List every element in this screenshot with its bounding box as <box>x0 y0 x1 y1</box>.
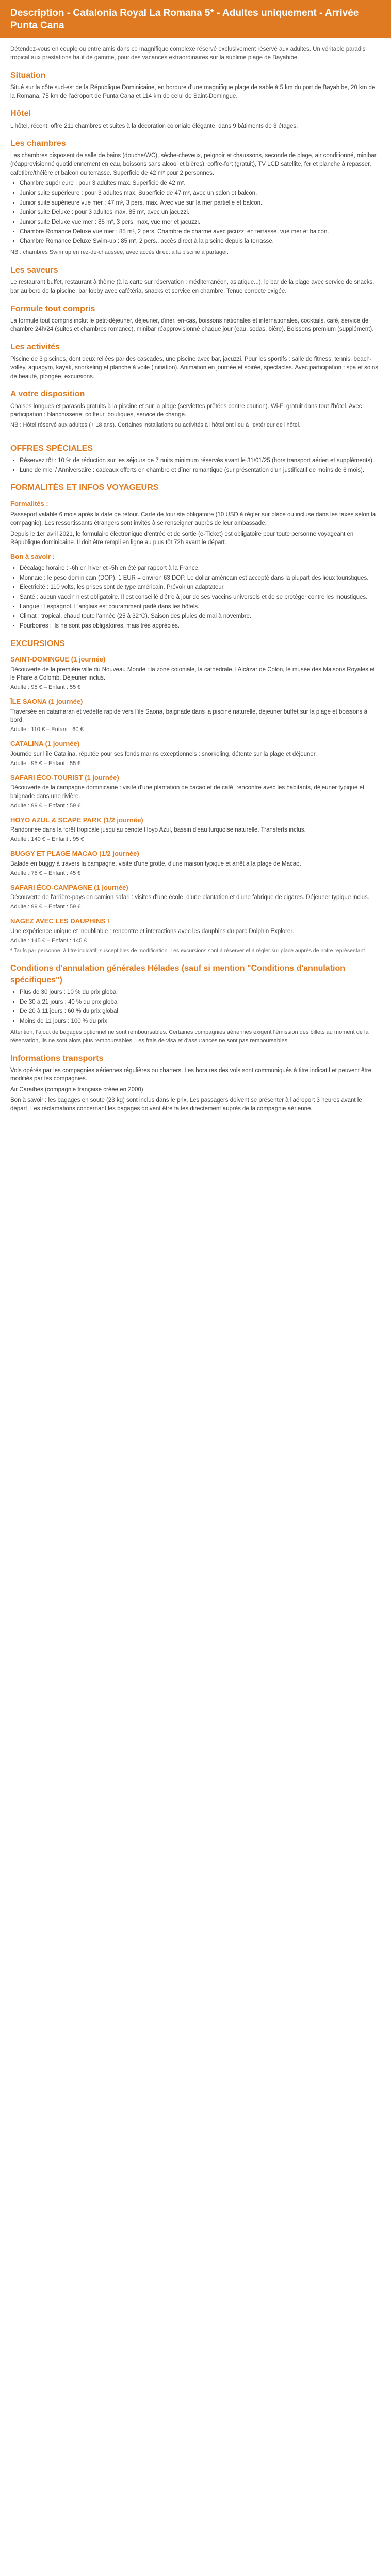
list-item: • Climat : tropical, chaud toute l'année (25 à 32°C). Saison des pluies de mai à novembre. <box>20 612 381 621</box>
excursion-text: Une expérience unique et inoubliable : rencontre et interactions avec les dauphins du parc Dolphin Explorer. <box>10 928 294 935</box>
page-banner <box>0 0 391 38</box>
rooms-list <box>10 179 381 246</box>
list-item: • Réservez tôt : 10 % de réduction sur les séjours de 7 nuits minimum réservés avant le 31/01/25 (hors transport aérien et suppléments). <box>20 456 381 465</box>
list-item: • Junior suite supérieure vue mer : 47 m², 3 pers. max. Avec vue sur la mer partielle et balcon. <box>20 199 381 208</box>
activities-heading: Les activités <box>10 343 60 352</box>
list-item: • Chambre supérieure : pour 3 adultes max. Superficie de 42 m². <box>20 179 381 188</box>
cancellation-list <box>10 988 381 1026</box>
rooms-heading: Les chambres <box>10 139 66 148</box>
amenities-heading: A votre disposition <box>10 389 85 399</box>
list-item: • Lune de miel / Anniversaire : cadeaux offerts en chambre et dîner romantique (sur présentation d'un justificatif de moins de 6 mois). <box>20 466 381 475</box>
excursion-price: Adulte : 95 € – Enfant : 55 € <box>10 684 81 690</box>
excursion-price: Adulte : 95 € – Enfant : 55 € <box>10 760 81 767</box>
list-item: • Décalage horaire : -6h en hiver et -5h en été par rapport à la France. <box>20 564 381 573</box>
list-item: • De 30 à 21 jours : 40 % du prix global <box>20 998 381 1007</box>
all-inclusive-text: La formule tout compris inclut le petit-déjeuner, déjeuner, dîner, en-cas, boissons nationales et internationales, cocktails, café, service de chambre 24h/24 (suites et chambres romance), minibar réapprovisionné chaque jour (eau, sodas, bière). Boissons premium (supplément). <box>10 317 374 333</box>
list-item: • Santé : aucun vaccin n'est obligatoire. Il est conseillé d'être à jour de ses vaccins universels et de se protéger contre les moustiques. <box>20 593 381 602</box>
list-item: • Électricité : 110 volts, les prises sont de type américain. Prévoir un adaptateur. <box>20 583 381 592</box>
excursion-text: Balade en buggy à travers la campagne, visite d'une grotte, d'une maison typique et arrêt à la plage de Macao. <box>10 860 301 867</box>
excursion-title: SAFARI ÉCO-CAMPAGNE (1 journée) <box>10 883 128 891</box>
list-item: • Junior suite Deluxe vue mer : 85 m², 3 pers. max, vue mer et jacuzzi. <box>20 218 381 227</box>
excursion-text: Découverte de la campagne dominicaine : visite d'une plantation de cacao et de café, rencontre avec les habitants, déjeuner typique et baignade dans une rivière. <box>10 785 365 800</box>
list-item: • Junior suite supérieure : pour 3 adultes max. Superficie de 47 m², avec un salon et balcon. <box>20 189 381 198</box>
excursion-title: NAGEZ AVEC LES DAUPHINS ! <box>10 917 110 925</box>
formalities-heading: FORMALITÉS ET INFOS VOYAGEURS <box>10 483 159 493</box>
excursion-item <box>10 849 381 877</box>
excursion-item <box>10 816 381 844</box>
offers-heading: OFFRES SPÉCIALES <box>10 444 93 453</box>
excursion-title: ÎLE SAONA (1 journée) <box>10 697 83 705</box>
transport-text-3: Bon à savoir : les bagages en soute (23 kg) sont inclus dans le prix. Les passagers doivent se présenter à l'aéroport 3 heures avant le départ. Les réclamations concernant les bagages doivent être faites directement auprès de la compagnie aérienne. <box>10 1097 362 1112</box>
list-item: • Pourboires : ils ne sont pas obligatoires, mais très appréciés. <box>20 622 381 631</box>
all-inclusive-heading: Formule tout compris <box>10 304 95 313</box>
adults-note: NB : Hôtel réservé aux adultes (+ 18 ans). Certaines installations ou activités à l'hôtel ont lieu à l'extérieur de l'hôtel. <box>10 421 301 428</box>
excursion-title: BUGGY ET PLAGE MACAO (1/2 journée) <box>10 850 139 858</box>
hotel-heading: Hôtel <box>10 109 31 118</box>
excursion-text: Randonnée dans la forêt tropicale jusqu'au cénote Hoyo Azul, bassin d'eau turquoise naturelle. Transferts inclus. <box>10 827 306 834</box>
excursion-item <box>10 917 381 945</box>
list-item: • Chambre Romance Deluxe Swim-up : 85 m², 2 pers., accès direct à la piscine depuis la terrasse. <box>20 237 381 246</box>
excursion-title: CATALINA (1 journée) <box>10 740 80 748</box>
excursion-price: Adulte : 145 € – Enfant : 145 € <box>10 937 87 944</box>
excursion-price: Adulte : 75 € – Enfant : 45 € <box>10 870 81 876</box>
excursion-price: Adulte : 110 € – Enfant : 60 € <box>10 726 84 733</box>
list-item: • Junior suite Deluxe : pour 3 adultes max. 85 m², avec un jacuzzi. <box>20 208 381 217</box>
excursion-item <box>10 655 381 692</box>
excursion-item <box>10 883 381 911</box>
excursion-price: Adulte : 99 € – Enfant : 59 € <box>10 904 81 910</box>
formalities-text-1: Passeport valable 6 mois après la date de retour. Carte de touriste obligatoire (10 USD à régler sur place ou incluse dans les taxes selon la compagnie). Les ressortissants étrangers sont invités à se renseigner auprès de leur ambassade. <box>10 512 376 527</box>
transport-heading: Informations transports <box>10 1054 104 1063</box>
excursions-heading: EXCURSIONS <box>10 639 65 648</box>
formalities-text-2: Depuis le 1er avril 2021, le formulaire électronique d'entrée et de sortie (e-Ticket) est obligatoire pour toute personne voyageant en République dominicaine. Il doit être rempli en ligne au plus tôt 72h avant le départ. <box>10 531 354 546</box>
flavors-heading: Les saveurs <box>10 266 58 275</box>
situation-heading: Situation <box>10 71 46 80</box>
excursion-item <box>10 773 381 810</box>
hotel-text: L'hôtel, récent, offre 211 chambres et suites à la décoration coloniale élégante, dans 9 bâtiments de 3 étages. <box>10 123 298 129</box>
list-item: • Langue : l'espagnol. L'anglais est couramment parlé dans les hôtels. <box>20 603 381 612</box>
main-content <box>0 38 391 1126</box>
excursion-text: Journée sur l'île Catalina, réputée pour ses fonds marins exceptionnels : snorkeling, détente sur la plage et déjeuner. <box>10 751 317 757</box>
formalities-subheading: Formalités : <box>10 499 48 507</box>
amenities-text: Chaises longues et parasols gratuits à la piscine et sur la plage (serviettes prêtées contre caution). Wi-Fi gratuit dans tout l'hôtel. Avec participation : blanchisserie, coiffeur, boutiques, service de change. <box>10 403 362 418</box>
excursion-item <box>10 739 381 768</box>
good-to-know-heading: Bon à savoir : <box>10 553 55 561</box>
rooms-note: NB : chambres Swim up en rez-de-chaussée, avec accès direct à la piscine à partager. <box>10 249 229 256</box>
excursion-text: Découverte de l'arrière-pays en camion safari : visites d'une école, d'une plantation et d'une fabrique de cigares. Déjeuner typique inclus. <box>10 894 369 901</box>
excursion-price: Adulte : 99 € – Enfant : 59 € <box>10 802 81 809</box>
list-item: • Monnaie : le peso dominicain (DOP). 1 EUR = environ 63 DOP. Le dollar américain est accepté dans la plupart des lieux touristiques. <box>20 574 381 583</box>
excursions-note: * Tarifs par personne, à titre indicatif, susceptibles de modification. Les excursions sont à réserver et à régler sur place auprès de notre représentant. <box>10 947 367 954</box>
situation-text: Situé sur la côte sud-est de la République Dominicaine, en bordure d'une magnifique plage de sable à 5 km du port de Bayahibe, 20 km de la Romana, 75 km de l'aéroport de Punta Cana et 114 km de celui de Saint-Domingue. <box>10 84 376 99</box>
list-item: • Moins de 11 jours : 100 % du prix <box>20 1017 381 1026</box>
excursion-price: Adulte : 140 € – Enfant : 95 € <box>10 836 84 843</box>
excursion-title: SAINT-DOMINGUE (1 journée) <box>10 655 106 663</box>
intro-text: Détendez-vous en couple ou entre amis dans ce magnifique complexe réservé exclusivement réservé aux adultes. Un véritable paradis tropical aux prestations haut de gamme, pour des vacances extraordinaires sur la sublime plage de Bayahibe. <box>10 46 366 61</box>
cancellation-heading: Conditions d'annulation générales Hélades (sauf si mention "Conditions d'annulation spécifiques") <box>10 963 346 985</box>
rooms-intro: Les chambres disposent de salle de bains (douche/WC), sèche-cheveux, peignoir et chaussons, seconde de plage, air conditionné, minibar (réapprovisionné quotidiennement en eau, boissons sans alcool et bières), coffre-fort (gratuit), TV LCD satellite, fer et planche à repasser, cafetière/théière et balcon ou terrasse. Superficie de 42 m² pour 2 personnes. <box>10 152 377 176</box>
excursion-title: HOYO AZUL & SCAPE PARK (1/2 journée) <box>10 816 143 824</box>
good-to-know-list <box>10 564 381 631</box>
transport-text-2: Air Caraïbes (compagnie française créée en 2000) <box>10 1087 143 1093</box>
list-item: • Chambre Romance Deluxe vue mer : 85 m², 2 pers. Chambre de charme avec jacuzzi en terrasse, vue mer et balcon. <box>20 228 381 236</box>
excursion-text: Traversée en catamaran et vedette rapide vers l'île Saona, baignade dans la piscine naturelle, déjeuner buffet sur la plage et boissons à bord. <box>10 708 367 724</box>
flavors-text: Le restaurant buffet, restaurant à thème (à la carte sur réservation : méditerranéen, asiatique...), le bar de la plage avec service de snacks, bar au bord de la piscine, bar lobby avec cafétéria, snacks et service en chambre. Tenue correcte exigée. <box>10 279 374 294</box>
list-item: • Plus de 30 jours : 10 % du prix global <box>20 988 381 997</box>
cancellation-text: Attention, l'ajout de bagages optionnel ne sont remboursables. Certaines compagnies aériennes exigent l'émission des billets au moment de la réservation, ils ne sont alors plus remboursables. Les frais de visa et d'assurances ne sont pas remboursables. <box>10 1029 369 1044</box>
list-item: • De 20 à 11 jours : 60 % du prix global <box>20 1007 381 1016</box>
offers-list <box>10 456 381 474</box>
page-title: Description - Catalonia Royal La Romana 5* - Adultes uniquement - Arrivée Punta Cana <box>10 8 359 31</box>
excursion-item <box>10 697 381 734</box>
excursion-text: Découverte de la première ville du Nouveau Monde : la zone coloniale, la cathédrale, l'Alcázar de Colón, le musée des Maisons Royales et le Phare à Colomb. Déjeuner inclus. <box>10 666 375 682</box>
activities-text: Piscine de 3 piscines, dont deux reliées par des cascades, une piscine avec bar, jacuzzi. Pour les sportifs : salle de fitness, tennis, beach-volley, aquagym, kayak, snorkeling et planche à voile (initiation). Animation en journée et soirée, spectacles. Avec participation : spa et soins de beauté, plongée, excursions. <box>10 356 378 380</box>
excursion-title: SAFARI ÉCO-TOURIST (1 journée) <box>10 773 119 782</box>
transport-text-1: Vols opérés par les compagnies aériennes régulières ou charters. Les horaires des vols sont communiqués à titre indicatif et peuvent être modifiés par les compagnies. <box>10 1067 371 1082</box>
